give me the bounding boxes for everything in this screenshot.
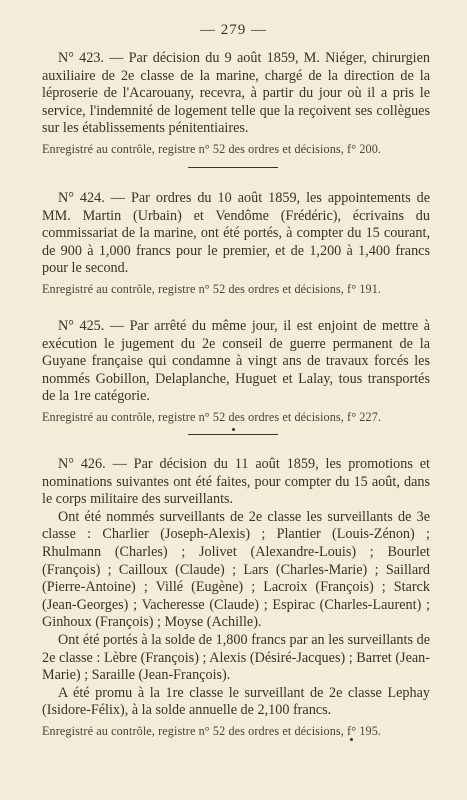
entry-paragraph: A été promu à la 1re classe le surveillant de 2e classe Lephay (Isidore-Félix), à la solde annuelle de 2,100 francs. [42,684,430,719]
entry-text: N° 426. — Par décision du 11 août 1859, les promotions et nominations suivantes ont été faites, pour compter du 15 août, dans le corps militaire des surveillants. [42,456,430,508]
page-number: — 279 — [200,22,267,38]
entry-number: N° 423. — [58,50,124,66]
entry-425 [42,318,430,425]
registration-note: Enregistré au contrôle, registre n° 52 des ordres et décisions, f° 195. [42,723,382,738]
registration-note: Enregistré au contrôle, registre n° 52 des ordres et décisions, f° 200. [42,141,382,156]
entry-paragraph: Ont été portés à la solde de 1,800 francs par an les surveillants de 2e classe : Lèbre (François) ; Alexis (Désiré-Jacques) ; Barret (Jean-Marie) ; Saraille (Jean-François). [42,631,430,684]
entry-426 [42,456,430,739]
entry-text: N° 425. — Par arrêté du même jour, il est enjoint de mettre à exécution le jugement du 2e conseil de guerre permanent de la Guyane française qui condamne à vingt ans de travaux forcés les nommés Gobillon, Delaplanche, Huguet et Lalay, tous transportés de la 1re catégorie. [42,318,430,405]
decorative-dot [350,738,353,741]
registration-note: Enregistré au contrôle, registre n° 52 des ordres et décisions, f° 227. [42,409,382,424]
section-divider [188,167,278,168]
entry-number: N° 426. — [58,456,127,472]
decorative-dot [232,428,235,431]
entry-number: N° 424. — [58,190,125,206]
entry-text: N° 424. — Par ordres du 10 août 1859, les appointements de MM. Martin (Urbain) et Vendôme (Frédéric), écrivains du commissariat de la marine, ont été portés, à compter du 15 courant, de 900 à 1,000 francs pour le premier, et de 1,200 à 1,400 francs pour le second. [42,190,431,277]
entry-text: N° 423. — Par décision du 9 août 1859, M. Niéger, chirurgien auxiliaire de 2e classe de la marine, chargé de la direction de la léproserie de l'Acarouany, recevra, à partir du jour où il a pris le service, l'indemnité de logement telle que la reçoivent ses collègues sur les établissements pénitentiaires. [42,50,431,137]
entry-424 [42,190,430,297]
section-divider [188,434,278,435]
registration-note: Enregistré au contrôle, registre n° 52 des ordres et décisions, f° 191. [42,281,382,296]
entry-paragraph: Ont été nommés surveillants de 2e classe les surveillants de 3e classe : Charlier (Joseph-Alexis) ; Plantier (Louis-Zénon) ; Rhulmann (Charles) ; Jolivet (Alexandre-Louis) ; Bourlet (François) ; Cailloux (Claude) ; Lars (Charles-Marie) ; Saillard (Pierre-Antoine) ; Villé (Eugène) ; Lacroix (François) ; Starck (Jean-Georges) ; Vacheresse (Claude) ; Espirac (Charles-Laurent) ; Ginhoux (François) ; Moyse (Achille). [42,508,430,631]
entry-number: N° 425. — [58,318,125,334]
entry-423 [42,50,430,157]
